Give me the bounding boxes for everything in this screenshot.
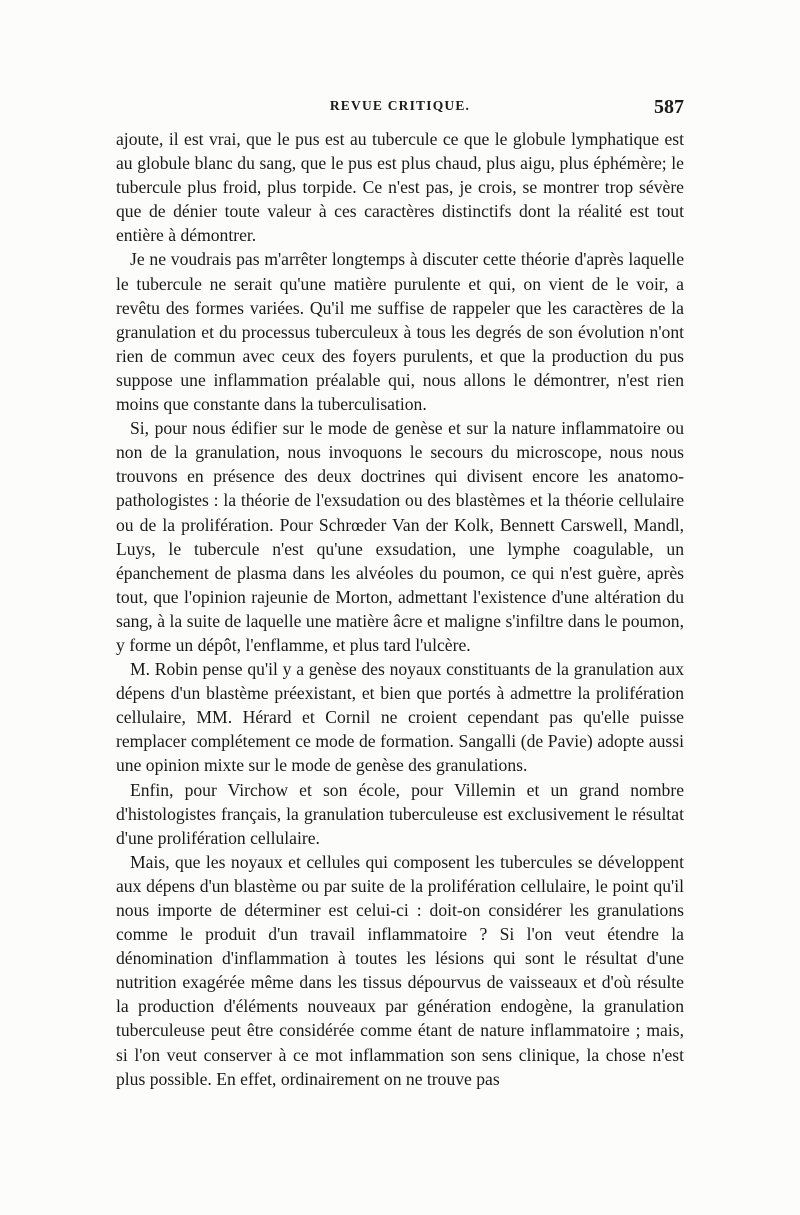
paragraph-3: Si, pour nous édifier sur le mode de genèse et sur la nature inflammatoire ou non de la granulation, nous invoquons le secours du microscope, nous nous trouvons en présence des deux doctrines qui divisent encore les anatomo-pathologistes : la théorie de l'exsudation ou des blastèmes et la théorie cellulaire ou de la prolifération. Pour Schrœder Van der Kolk, Bennett Carswell, Mandl, Luys, le tubercule n'est qu'une exsudation, une lymphe coagulable, un épanchement de plasma dans les alvéoles du poumon, ce qui n'est guère, après tout, que l'opinion rajeunie de Morton, admettant l'existence d'une altération du sang, à la suite de laquelle une matière âcre et maligne s'infiltre dans le poumon, y forme un dépôt, l'enflamme, et plus tard l'ulcère. [116,418,684,655]
running-header [116,96,684,118]
paragraph-5: Enfin, pour Virchow et son école, pour Villemin et un grand nombre d'histologistes français, la granulation tuberculeuse est exclusivement le résultat d'une prolifération cellulaire. [116,779,684,848]
running-title: REVUE CRITIQUE. [329,98,471,113]
page-number: 587 [654,96,684,118]
paragraph-2: Je ne voudrais pas m'arrêter longtemps à discuter cette théorie d'après laquelle le tubercule ne serait qu'une matière purulente et qui, on vient de le voir, a revêtu des formes variées. Qu'il me suffise de rappeler que les caractères de la granulation et du processus tuberculeux à tous les degrés de son évolution n'ont rien de commun avec ceux des foyers purulents, et que la production du pus suppose une inflammation préalable qui, nous allons le démontrer, n'est rien moins que constante dans la tuberculisation. [116,249,684,415]
paragraph-4: M. Robin pense qu'il y a genèse des noyaux constituants de la granulation aux dépens d'un blastème préexistant, et bien que portés à admettre la prolifération cellulaire, MM. Hérard et Cornil ne croient cependant pas qu'elle puisse remplacer complétement ce mode de formation. Sangalli (de Pavie) adopte aussi une opinion mixte sur le mode de genèse des granulations. [116,659,684,776]
paragraph-6: Mais, que les noyaux et cellules qui composent les tubercules se développent aux dépens d'un blastème ou par suite de la prolifération cellulaire, le point qu'il nous importe de déterminer est celui-ci : doit-on considérer les granulations comme le produit d'un travail inflammatoire ? Si l'on veut étendre la dénomination d'inflammation à toutes les lésions qui sont le résultat d'une nutrition exagérée même dans les tissus dépourvus de vaisseaux et d'où résulte la production d'éléments nouveaux par génération endogène, la granulation tuberculeuse peut être considérée comme étant de nature inflammatoire ; mais, si l'on veut conserver à ce mot inflammation son sens clinique, la chose n'est plus possible. En effet, ordinairement on ne trouve pas [116,851,684,1089]
body-text [116,127,684,1091]
paragraph-1-continued: ajoute, il est vrai, que le pus est au tubercule ce que le globule lymphatique est au globule blanc du sang, que le pus est plus chaud, plus aigu, plus éphémère; le tubercule plus froid, plus torpide. Ce n'est pas, je crois, se montrer trop sévère que de dénier toute valeur à ces caractères distinctifs dont la réalité est tout entière à démontrer. [116,129,684,246]
